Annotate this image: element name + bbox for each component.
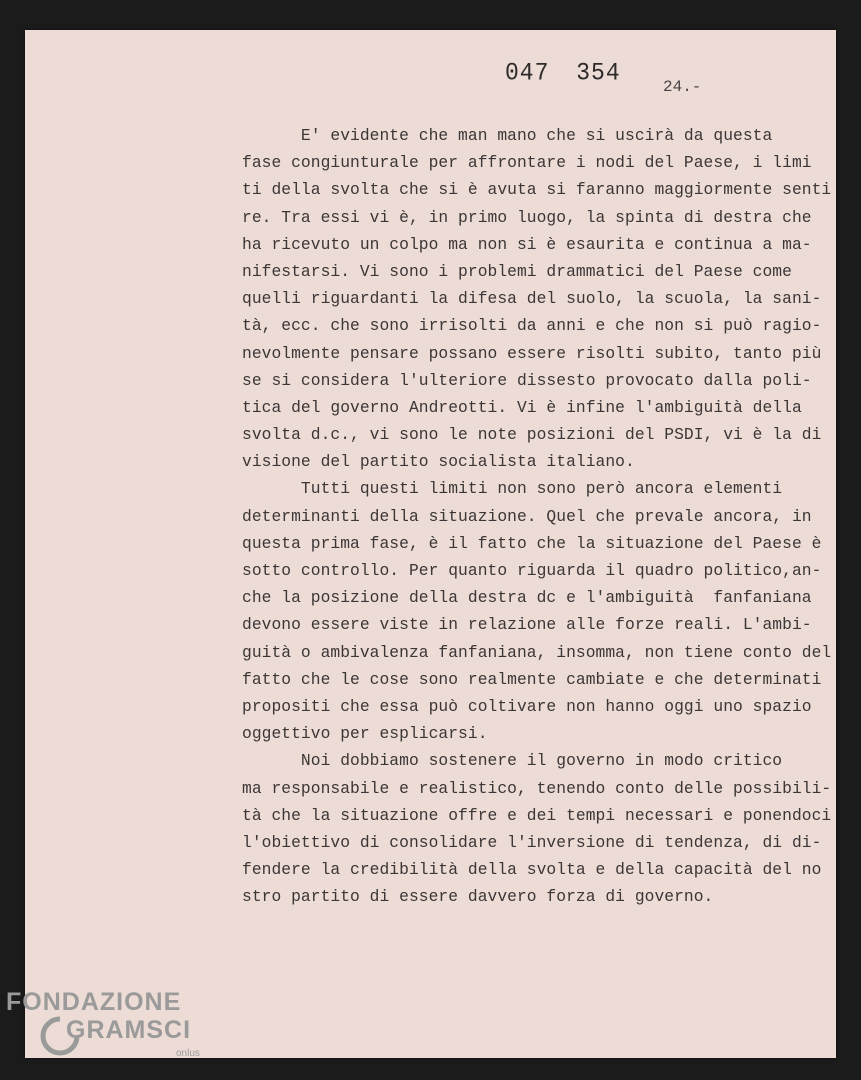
text-line: guità o ambivalenza fanfaniana, insomma, non tiene conto del <box>242 642 832 662</box>
text-line: Noi dobbiamo sostenere il governo in modo critico <box>242 751 783 771</box>
text-line: nevolmente pensare possano essere risolti subito, tanto più <box>242 343 822 363</box>
text-line: fendere la credibilità della svolta e della capacità del no <box>242 860 822 880</box>
text-line: tica del governo Andreotti. Vi è infine l'ambiguità della <box>242 397 802 417</box>
text-line: tà, ecc. che sono irrisolti da anni e che non si può ragio- <box>242 316 822 336</box>
text-line: tà che la situazione offre e dei tempi necessari e ponendoci <box>242 805 832 825</box>
text-line: ma responsabile e realistico, tenendo conto delle possibili- <box>242 778 832 798</box>
text-line: visione del partito socialista italiano. <box>242 452 635 472</box>
text-line: sotto controllo. Per quanto riguarda il quadro politico,an- <box>242 561 822 580</box>
archive-number: 047 354 <box>505 58 621 88</box>
text-line: fase congiunturale per affrontare i nodi del Paese, i limi <box>242 153 812 173</box>
text-line: nifestarsi. Vi sono i problemi drammatici del Paese come <box>242 261 792 281</box>
text-line: l'obiettivo di consolidare l'inversione di tendenza, di di- <box>242 832 822 852</box>
text-line: re. Tra essi vi è, in primo luogo, la spinta di destra che <box>242 207 812 227</box>
paragraph-2 <box>242 475 832 747</box>
text-line: che la posizione della destra dc e l'ambiguità fanfaniana <box>242 588 812 608</box>
paragraph-1 <box>242 122 832 475</box>
watermark-small: onlus <box>176 1048 200 1059</box>
typed-body-text <box>242 122 832 910</box>
page-number: 24.- <box>663 78 702 96</box>
text-line: devono essere viste in relazione alle forze reali. L'ambi- <box>242 615 812 635</box>
text-line: determinanti della situazione. Quel che prevale ancora, in <box>242 506 812 526</box>
text-line: questa prima fase, è il fatto che la situazione del Paese è <box>242 533 822 553</box>
text-line: svolta d.c., vi sono le note posizioni del PSDI, vi è la di <box>242 425 822 445</box>
watermark-line1: FONDAZIONE <box>6 988 182 1016</box>
text-line: E' evidente che man mano che si uscirà da questa <box>242 126 773 145</box>
text-line: ti della svolta che si è avuta si faranno maggiormente senti <box>242 180 832 200</box>
text-line: Tutti questi limiti non sono però ancora elementi <box>242 479 783 499</box>
text-line: ha ricevuto un colpo ma non si è esaurita e continua a ma- <box>242 234 812 254</box>
text-line: stro partito di essere davvero forza di governo. <box>242 887 714 907</box>
text-line: oggettivo per esplicarsi. <box>242 724 488 744</box>
text-line: se si considera l'ulteriore dissesto provocato dalla poli- <box>242 370 812 390</box>
watermark-line2: GRAMSCI <box>66 1016 192 1044</box>
text-line: fatto che le cose sono realmente cambiate e che determinati <box>242 669 822 689</box>
fondazione-gramsci-watermark <box>6 988 200 1059</box>
paragraph-3 <box>242 747 832 910</box>
text-line: propositi che essa può coltivare non hanno oggi uno spazio <box>242 696 812 716</box>
text-line: quelli riguardanti la difesa del suolo, la scuola, la sani- <box>242 289 822 309</box>
